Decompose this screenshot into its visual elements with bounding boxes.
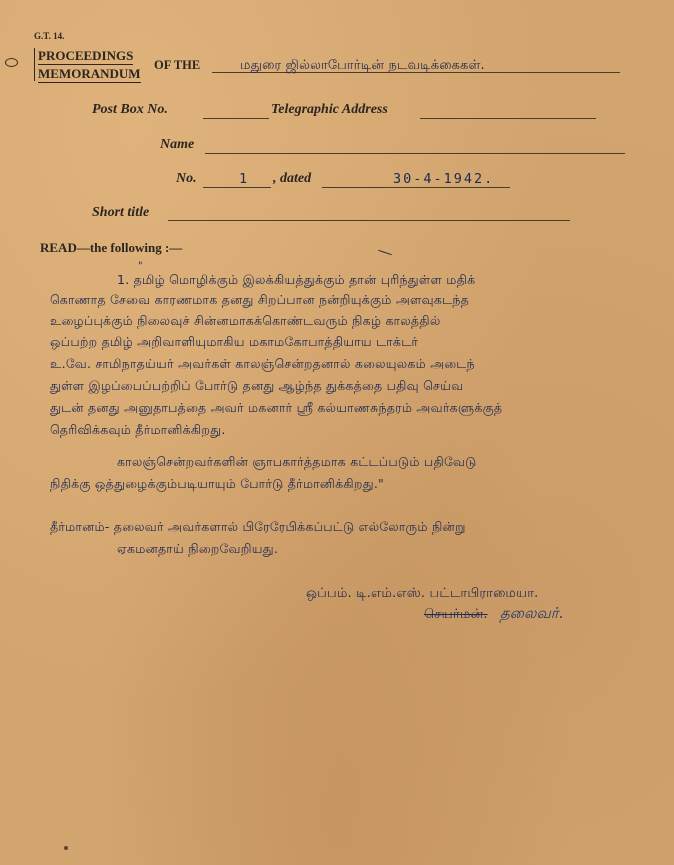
struck-title: செயர்மன். xyxy=(424,607,488,622)
resolution-line-2: ஏகமனதாய் நிறைவேறியது. xyxy=(117,541,279,556)
para2-line-1: காலஞ்சென்றவர்களின் ஞாபகார்த்தமாக கட்டப்படும் பதிவேடு xyxy=(117,454,477,469)
post-box-line xyxy=(203,118,269,119)
no-value: 1 xyxy=(239,171,248,187)
post-box-label: Post Box No. xyxy=(92,102,168,117)
para1-line-5: உ.வே. சாமிநாதய்யர் அவர்கள் காலஞ்சென்றதனால் கலையுலகம் அடைந் xyxy=(50,356,475,371)
proceedings-label: PROCEEDINGS xyxy=(38,48,134,63)
read-heading: READ—the following :— xyxy=(40,240,183,255)
no-line xyxy=(203,187,271,188)
pen-mark xyxy=(378,250,392,255)
header-bracket xyxy=(34,48,35,81)
para1-line-2: கொணாத சேவை காரணமாக தனது சிறப்பான நன்றியுக்கும் அளவுகடந்த xyxy=(50,292,469,307)
stamp-mark-icon xyxy=(5,58,18,67)
para1-line-1: 1. தமிழ் மொழிக்கும் இலக்கியத்துக்கும் தான் புரிந்துள்ள மதிக் xyxy=(117,272,476,287)
telegraphic-label: Telegraphic Address xyxy=(271,102,388,117)
no-label: No. xyxy=(176,171,197,186)
name-line xyxy=(205,153,625,154)
quote-mark: " xyxy=(138,261,143,272)
telegraphic-line xyxy=(420,118,596,119)
office-name: மதுரை ஜில்லாபோர்டின் நடவடிக்கைகள். xyxy=(240,58,485,73)
para1-line-7: துடன் தனது அனுதாபத்தை அவர் மகனார் ஸ்ரீ கல்யாணசுந்தரம் அவர்களுக்குத் xyxy=(50,400,503,415)
ink-dot xyxy=(64,846,68,850)
para1-line-8: தெரிவிக்கவும் தீர்மானிக்கிறது. xyxy=(50,422,226,437)
para1-line-3: உழைப்புக்கும் நிலைவுச் சின்னமாகக்கொண்டவரும் நிகழ் காலத்தில் xyxy=(50,313,441,328)
short-title-label: Short title xyxy=(92,205,150,220)
form-code: G.T. 14. xyxy=(34,31,65,41)
para1-line-6: துள்ள இழப்பைப்பற்றிப் போர்டு தனது ஆழ்ந்த துக்கத்தை பதிவு செய்வ xyxy=(50,378,464,393)
handwritten-title: தலைவர். xyxy=(500,604,564,622)
para1-line-4: ஒப்பற்ற தமிழ் அறிவாளியுமாகிய மகாமகோபாத்தியாய டாக்டர் xyxy=(50,334,419,349)
dated-line xyxy=(322,187,510,188)
dated-value: 30-4-1942. xyxy=(393,171,495,187)
memorandum-label: MEMORANDUM xyxy=(38,66,141,81)
of-the-label: OF THE xyxy=(154,58,201,72)
signature-line: ஒப்பம். டி.எம்.எஸ். பட்டாபிராமையா. xyxy=(306,586,539,601)
para2-line-2: நிதிக்கு ஒத்துழைக்கும்படியாயும் போர்டு தீர்மானிக்கிறது." xyxy=(50,476,385,491)
short-title-line xyxy=(168,220,570,221)
dated-label: , dated xyxy=(273,171,312,186)
name-label: Name xyxy=(160,137,195,152)
resolution-line-1: தீர்மானம்- தலைவர் அவர்களால் பிரேரேபிக்கப்பட்டு எல்லோரும் நின்று xyxy=(50,519,466,534)
